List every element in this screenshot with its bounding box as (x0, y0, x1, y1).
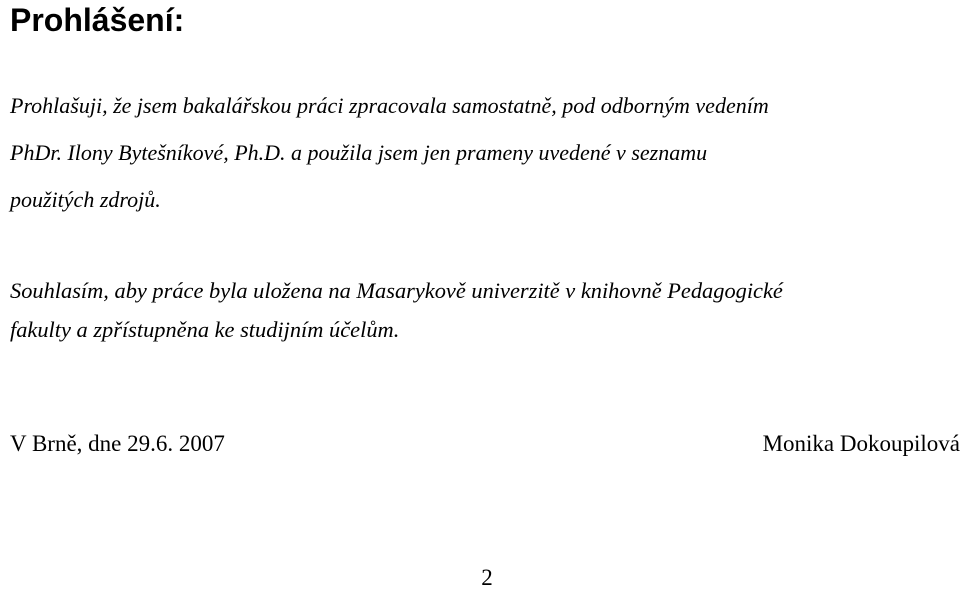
declaration-paragraph (10, 82, 769, 223)
declaration-line-1: Prohlašuji, že jsem bakalářskou práci zpracovala samostatně, pod odborným vedením (10, 93, 769, 118)
declaration-line-3: použitých zdrojů. (10, 187, 161, 212)
page-number: 2 (481, 565, 493, 590)
declaration-line-2: PhDr. Ilony Bytešníkové, Ph.D. a použila jsem jen prameny uvedené v seznamu (10, 140, 708, 165)
author-name: Monika Dokoupilová (762, 431, 960, 456)
consent-paragraph (10, 271, 783, 349)
consent-line-2: fakulty a zpřístupněna ke studijním účelům. (10, 317, 400, 342)
place-and-date: V Brně, dne 29.6. 2007 (10, 431, 225, 456)
page-title: Prohlášení: (10, 2, 185, 38)
consent-line-1: Souhlasím, aby práce byla uložena na Masarykově univerzitě v knihovně Pedagogické (10, 278, 783, 303)
